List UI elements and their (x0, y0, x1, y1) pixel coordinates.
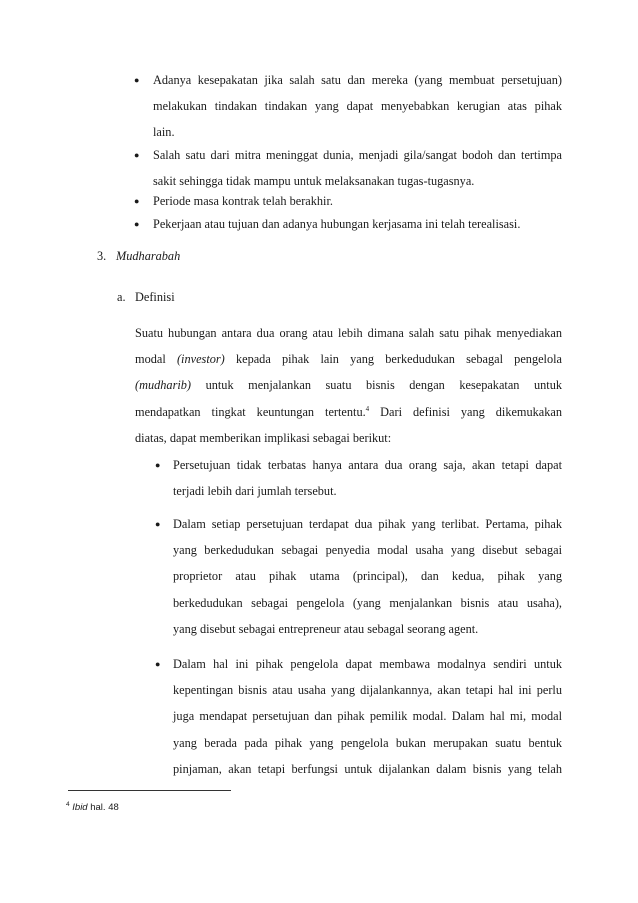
bullet-icon: ● (134, 75, 140, 85)
bullet-item: Pekerjaan atau tujuan dan adanya hubungan kerjasama ini telah terealisasi. (153, 217, 521, 231)
bullet-icon: ● (155, 519, 161, 529)
bullet-item: Persetujuan tidak terbatas hanya antara dua orang saja, akan tetapi dapat terjadi lebih dari jumlah tersebut. (173, 458, 562, 499)
footnote-ref: 4 (365, 404, 370, 413)
bullet-icon: ● (134, 196, 140, 206)
bullet-item: Adanya kesepakatan jika salah satu dan mereka (yang membuat persetujuan) melakukan tindakan tindakan yang dapat menyebabkan kerugian atas pihak lain. (153, 73, 562, 140)
subsection-title: Definisi (135, 290, 175, 304)
bullet-icon: ● (155, 460, 161, 470)
bullet-item: Dalam setiap persetujuan terdapat dua pihak yang terlibat. Pertama, pihak yang berkedudukan sebagai penyedia modal usaha yang disebut sebagai proprietor atau pihak utama (principal), dan kedua, pihak yang berkedudukan sebagai pengelola (yang menjalankan bisnis atau usaha), yang disebut sebagai entrepreneur atau sebagal seorang agent. (173, 517, 562, 636)
bullet-icon: ● (134, 219, 140, 229)
bullet-item: Dalam hal ini pihak pengelola dapat membawa modalnya sendiri untuk kepentingan bisnis atau usaha yang dijalankannya, akan tetapi hal ini perlu juga mendapat persetujuan dan pihak pemilik modal. Dalam hal mi, modal yang berada pada pihak yang pengelola bukan merupakan suatu bentuk pinjaman, akan tetapi berfungsi untuk dijalankan dalam bisnis yang telah (173, 657, 562, 776)
footnote-separator (68, 790, 231, 791)
bullet-item: Salah satu dari mitra meninggat dunia, menjadi gila/sangat bodoh dan tertimpa sakit sehingga tidak mampu untuk melaksanakan tugas-tugasnya. (153, 148, 562, 189)
section-number: 3. (97, 249, 107, 263)
bullet-item: Periode masa kontrak telah berakhir. (153, 194, 333, 208)
footnote: $^4$ Ibid hal. 48 (66, 800, 119, 813)
definition-paragraph: Suatu hubungan antara dua orang atau lebih dimana salah satu pihak menyediakan modal (investor) kepada pihak lain yang berkedudukan sebagal pengelola (mudharib) untuk menjalankan suatu bisnis dengan kesepakatan untuk mendapatkan tingkat keuntungan tertentu.$^4$ Dari definisi yang dikemukakan diatas, dapat memberikan implikasi sebagai berikut: (135, 326, 563, 445)
section-title: Mudharabah (116, 249, 181, 263)
bullet-icon: ● (134, 150, 140, 160)
bullet-icon: ● (155, 659, 161, 669)
subsection-label: a. (117, 290, 126, 304)
